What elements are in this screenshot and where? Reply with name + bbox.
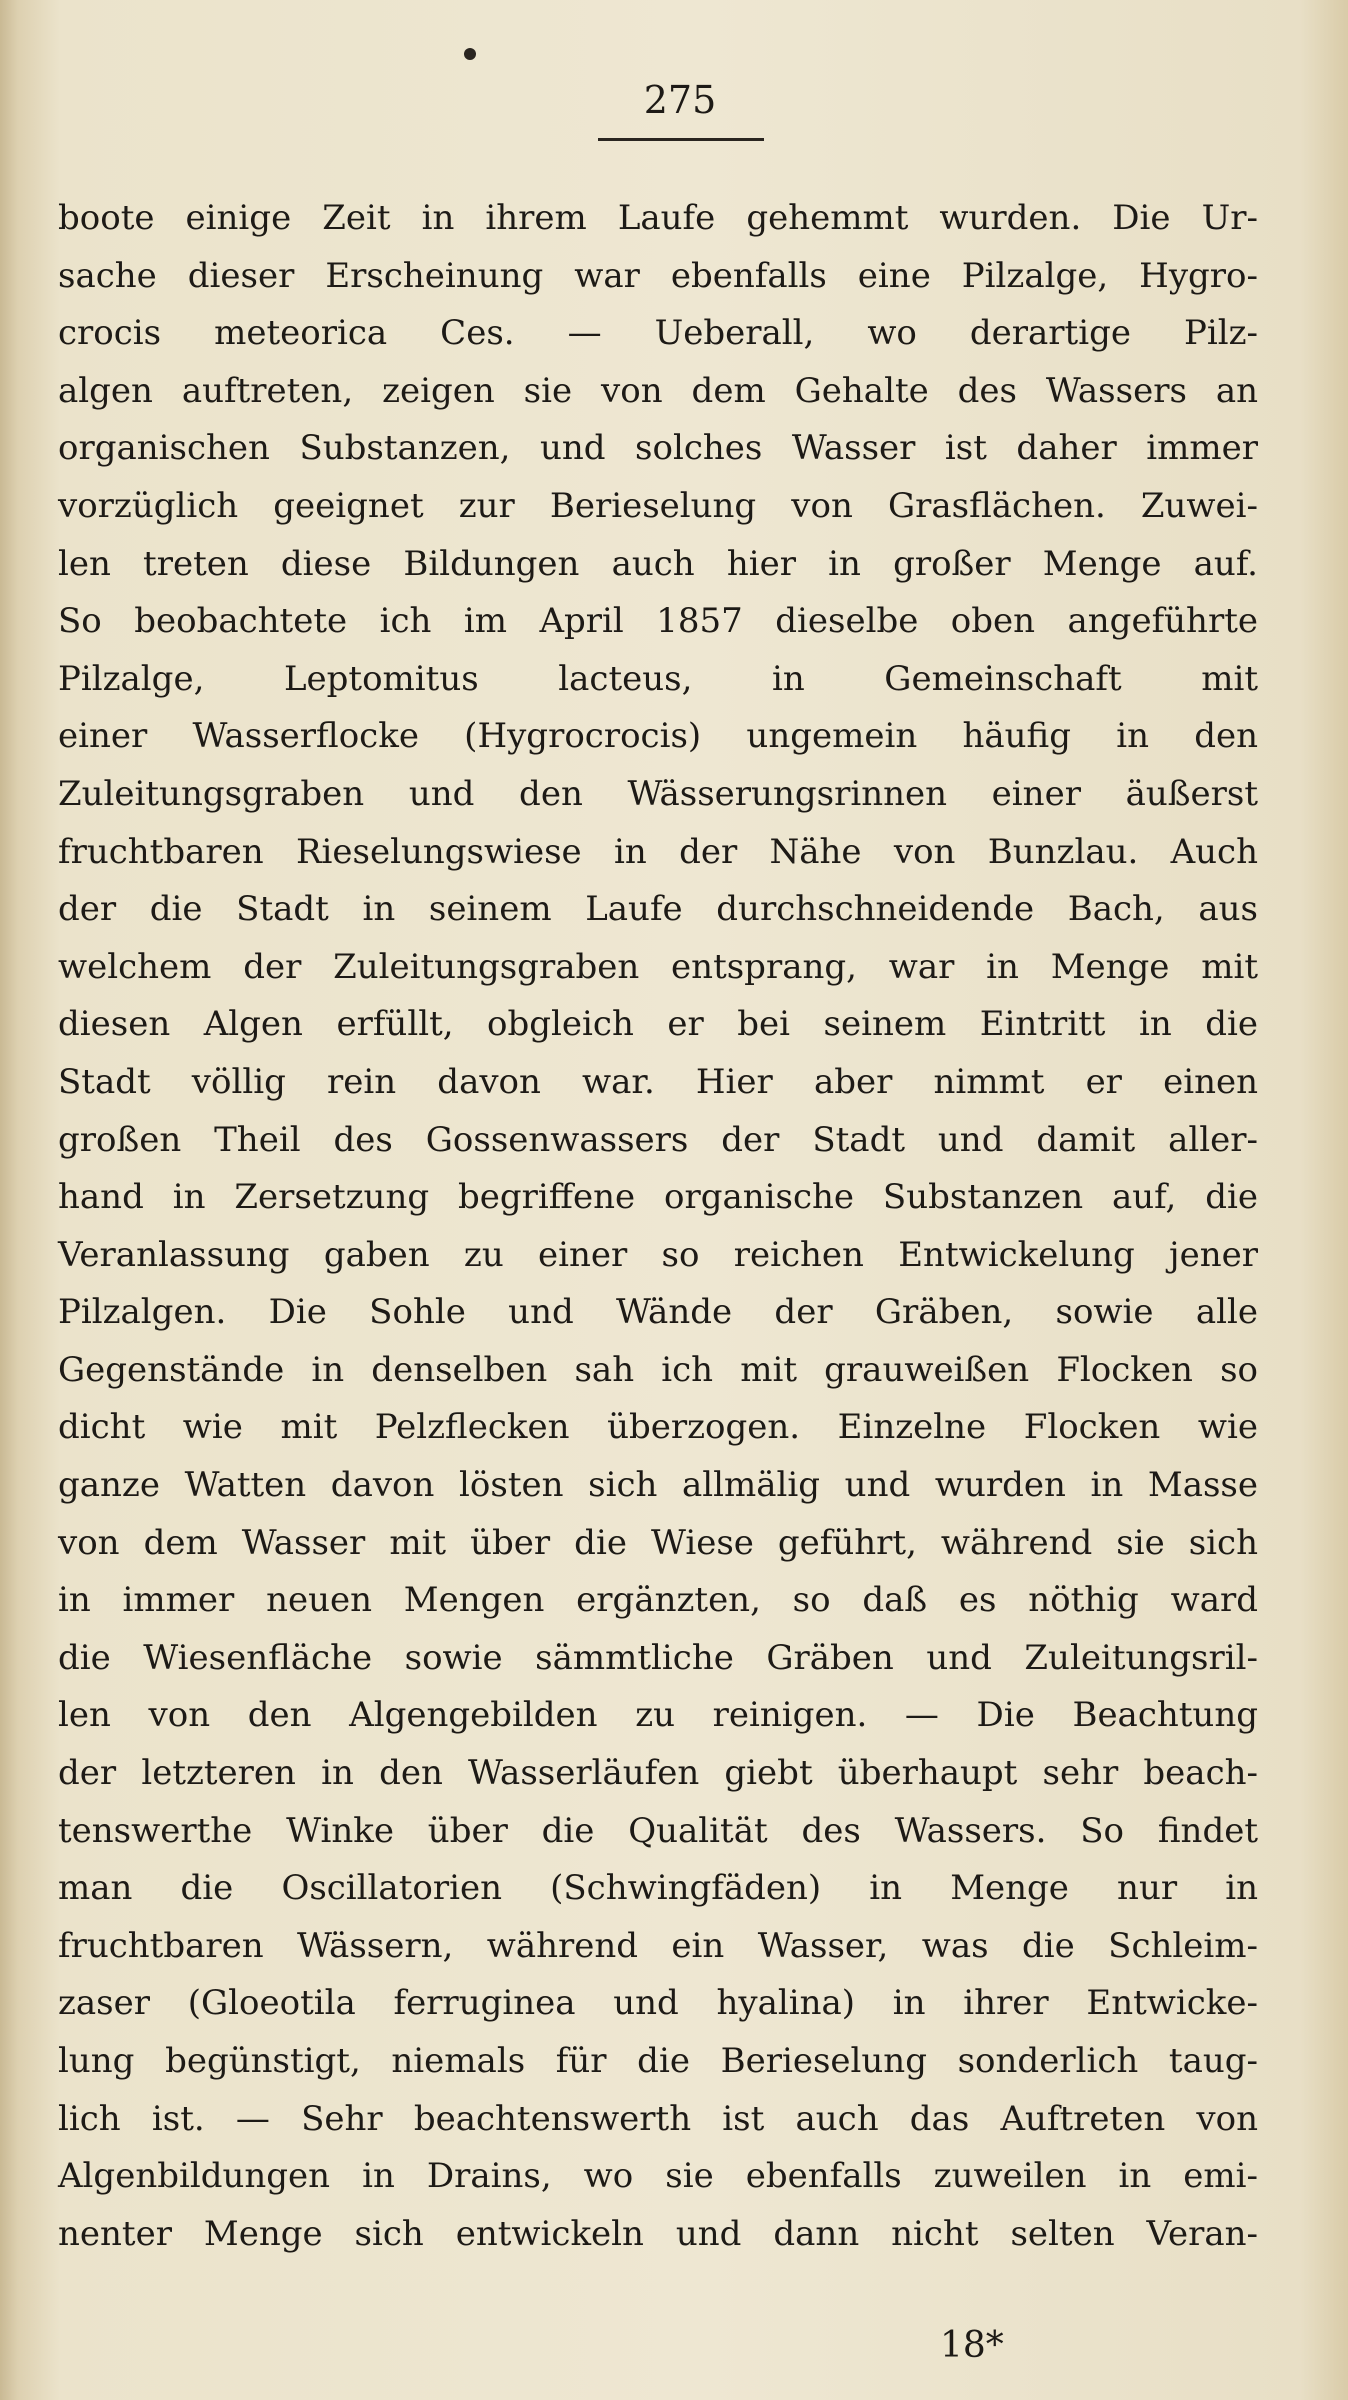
text-line: vorzüglich geeignet zur Berieselung von Grasflächen. Zuwei- (58, 485, 1258, 526)
text-line: lung begünstigt, niemals für die Berieselung sonderlich taug- (58, 2041, 1258, 2081)
text-line: crocis meteorica Ces. — Ueberall, wo derartige Pilz- (58, 313, 1258, 354)
text-line: lich ist. — Sehr beachtenswerth ist auch das Auftreten von (58, 2098, 1258, 2139)
text-line: fruchtbaren Rieselungswiese in der Nähe von Bunzlau. Auch (58, 831, 1258, 872)
text-line: tenswerthe Winke über die Qualität des Wassers. So findet (58, 1810, 1258, 1851)
text-line: organischen Substanzen, und solches Wasser ist daher immer (58, 428, 1258, 469)
text-line: nenter Menge sich entwickeln und dann nicht selten Veran- (58, 2213, 1258, 2254)
text-line: die Wiesenfläche sowie sämmtliche Gräben und Zuleitungsril- (58, 1637, 1258, 1678)
text-line: in immer neuen Mengen ergänzten, so daß es nöthig ward (58, 1580, 1258, 1621)
text-line: Zuleitungsgraben und den Wässerungsrinnen einer äußerst (58, 773, 1258, 814)
ink-dot (464, 48, 476, 60)
body-text (58, 190, 1258, 2263)
text-line: man die Oscillatorien (Schwingfäden) in Menge nur in (58, 1868, 1258, 1909)
text-line: ganze Watten davon lösten sich allmälig und wurden in Masse (58, 1465, 1258, 1506)
text-line: Veranlassung gaben zu einer so reichen Entwickelung jener (58, 1234, 1258, 1275)
text-line: von dem Wasser mit über die Wiese geführt, während sie sich (58, 1522, 1258, 1563)
text-line: Pilzalge, Leptomitus lacteus, in Gemeinschaft mit (58, 658, 1258, 699)
page-number: 275 (643, 78, 717, 122)
text-line: Gegenstände in denselben sah ich mit grauweißen Flocken so (58, 1349, 1258, 1390)
text-line: welchem der Zuleitungsgraben entsprang, war in Menge mit (58, 946, 1258, 987)
text-line: zaser (Gloeotila ferruginea und hyalina) in ihrer Entwicke- (58, 1983, 1258, 2024)
text-line: boote einige Zeit in ihrem Laufe gehemmt wurden. Die Ur- (58, 198, 1258, 238)
text-line: Pilzalgen. Die Sohle und Wände der Gräben, sowie alle (58, 1292, 1258, 1333)
text-line: hand in Zersetzung begriffene organische Substanzen auf, die (58, 1177, 1258, 1218)
text-line: großen Theil des Gossenwassers der Stadt und damit aller- (58, 1119, 1258, 1160)
text-line: Stadt völlig rein davon war. Hier aber nimmt er einen (58, 1061, 1258, 1102)
text-line: Algenbildungen in Drains, wo sie ebenfalls zuweilen in emi- (58, 2156, 1258, 2197)
header-rule (598, 138, 764, 141)
text-line: einer Wasserflocke (Hygrocrocis) ungemein häufig in den (58, 716, 1258, 757)
text-line: der letzteren in den Wasserläufen giebt überhaupt sehr beach- (58, 1753, 1258, 1794)
text-line: der die Stadt in seinem Laufe durchschneidende Bach, aus (58, 889, 1258, 930)
text-line: dicht wie mit Pelzflecken überzogen. Einzelne Flocken wie (58, 1407, 1258, 1448)
text-line: sache dieser Erscheinung war ebenfalls eine Pilzalge, Hygro- (58, 255, 1258, 296)
text-line: fruchtbaren Wässern, während ein Wasser, was die Schleim- (58, 1925, 1258, 1966)
text-line: len treten diese Bildungen auch hier in großer Menge auf. (58, 543, 1258, 584)
text-line: algen auftreten, zeigen sie von dem Gehalte des Wassers an (58, 370, 1258, 411)
text-line: len von den Algengebilden zu reinigen. — Die Beachtung (58, 1695, 1258, 1736)
text-line: diesen Algen erfüllt, obgleich er bei seinem Eintritt in die (58, 1004, 1258, 1045)
text-line: So beobachtete ich im April 1857 dieselbe oben angeführte (58, 601, 1258, 642)
signature-mark: 18* (940, 2325, 1004, 2366)
